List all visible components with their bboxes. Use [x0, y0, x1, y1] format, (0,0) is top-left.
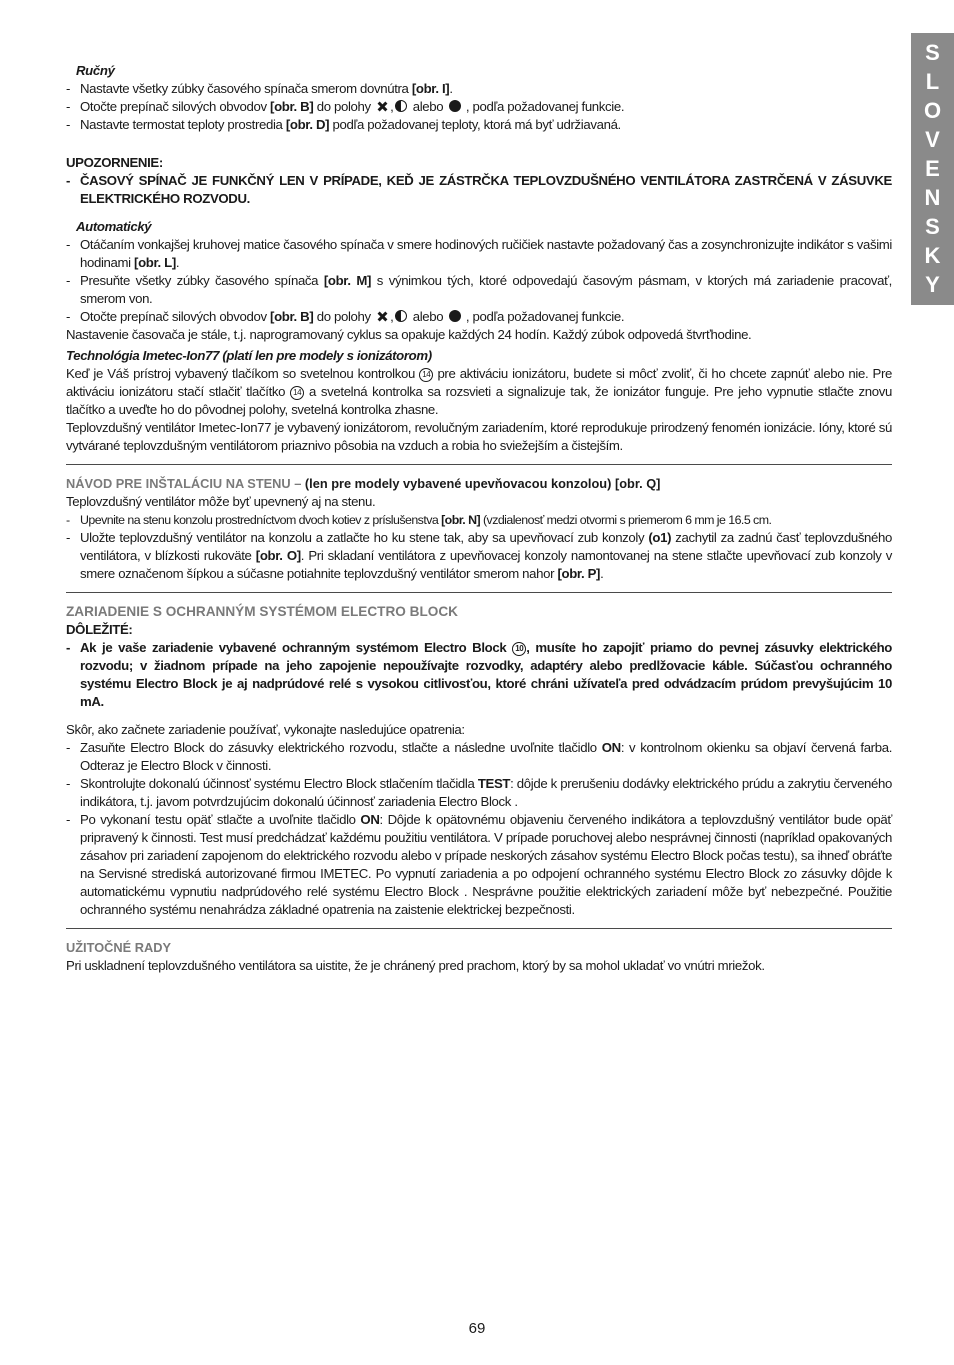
automatic-step-2: - Presuňte všetky zúbky časového spínača [obr. M] s výnimkou tých, ktoré odpovedajú časovým pásmam, v ktorých má zariadenie pracovať, smerom von.	[66, 272, 892, 308]
warning-heading: UPOZORNENIE:	[66, 155, 163, 170]
full-power-icon	[449, 310, 461, 322]
language-tab-letter: S	[925, 214, 940, 239]
language-tab-letter: O	[923, 98, 942, 123]
section-divider	[66, 464, 892, 465]
page-content	[66, 62, 892, 975]
electro-step-3: - Po vykonaní testu opäť stlačte a uvoľnite tlačidlo ON: Dôjde k opätovnému objaveniu červeného indikátora a teplovzdušný ventilátor bude opäť pripravený k činnosti. Test musí predchádzať každému použitiu ventilátora. V prípade poruchovej alebo nesprávnej činnosti (napríklad opakovaných zásahov pri zariadení zapojenom do elektrického rozvodu alebo v prípade neskorých zásahov systému Electro Block počas testu), sa ihneď obráťte na Servisné strediská autorizované firmou IMETEC. Po vypnutí zariadenia a po odpojení ochranného systému Electro Block zo zásuvky dôjde k automatickému vypnutiu nadprúdového relé systému Electro Block . Nesprávne použitie elektrických zariadení môže byť nebezpečné. Použitie ochranného systému nenahrádza základné opatrenia na zaistenie elektrickej bezpečnosti.	[66, 811, 892, 919]
manual-step-3: - Nastavte termostat teploty prostredia [obr. D] podľa požadovanej teploty, ktorá má byť udržiavaná.	[66, 116, 892, 134]
electro-intro: Skôr, ako začnete zariadenie používať, vykonajte nasledujúce opatrenia:	[66, 722, 465, 737]
tips-text: Pri uskladnení teplovzdušného ventilátora sa uistite, že je chránený pred prachom, ktorý by sa mohol ukladať vo vnútri mriežok.	[66, 958, 765, 973]
language-tab	[911, 33, 954, 305]
automatic-step-1: - Otáčaním vonkajšej kruhovej matice časového spínača v smere hodinových ručičiek nastavte požadovaný čas a zosynchronizujte indikátor s vašimi hodinami [obr. L].	[66, 236, 892, 272]
wall-heading: NÁVOD PRE INŠTALÁCIU NA STENU – (len pre modely vybavené upevňovacou konzolou) [obr. Q]	[66, 476, 661, 491]
important-heading: DÔLEŽITÉ:	[66, 622, 133, 637]
fan-only-icon	[376, 310, 388, 322]
language-tab-letter: K	[924, 243, 941, 268]
wall-step-2: - Uložte teplovzdušný ventilátor na konzolu a zatlačte ho ku stene tak, aby sa upevňovací zub konzoly (o1) zachytil za zadnú časť teplovzdušného ventilátora, v blízkosti rukoväte [obr. O]. Pri skladaní ventilátora z upevňovacej konzoly namontovanej na stene stlačte upevňovací zub konzoly v smere označenom šípkou a súčasne potiahnite teplovzdušný ventilátor smerom nahor [obr. P].	[66, 529, 892, 583]
electro-step-1: - Zasuňte Electro Block do zásuvky elektrického rozvodu, stlačte a následne uvoľnite tlačidlo ON: v kontrolnom okienku sa objaví červená farba. Odteraz je Electro Block v činnosti.	[66, 739, 892, 775]
half-power-icon	[395, 100, 407, 112]
manual-step-2: - Otočte prepínač silových obvodov [obr. B] do polohy , alebo , podľa požadovanej funkcie.	[66, 98, 892, 116]
page-number: 69	[468, 1320, 486, 1337]
button-14-icon: 14	[419, 368, 433, 382]
fan-only-icon	[376, 100, 388, 112]
automatic-note: Nastavenie časovača je stále, t.j. naprogramovaný cyklus sa opakuje každých 24 hodín. Každý zúbok odpovedá štvrťhodine.	[66, 327, 752, 342]
manual-step-1: - Nastavte všetky zúbky časového spínača smerom dovnútra [obr. I].	[66, 80, 892, 98]
ionizer-heading: Technológia Imetec-Ion77 (platí len pre modely s ionizátorom)	[66, 348, 432, 363]
automatic-heading: Automatický	[76, 219, 152, 234]
electro-step-2: - Skontrolujte dokonalú účinnosť systému Electro Block stlačením tlačidla TEST: dôjde k prerušeniu dodávky elektrického prúdu a zakrytiu červeného indikátora, t.j. javom potvrdzujúcim dokonalú účinnosť zariadenia Electro Block .	[66, 775, 892, 811]
electro-important-text: - Ak je vaše zariadenie vybavené ochranným systémom Electro Block 10 , musíte ho zapojiť priamo do pevnej zásuvky elektrického rozvodu; v žiadnom prípade na jeho zapojenie nepoužívajte rozvodky, adaptéry alebo predlžovacie káble. Súčasťou ochranného systému Electro Block je aj nadprúdové relé s vysokou citlivosťou, ktoré chráni užívateľa pred odvádzacím prúdom prevyšujúcim 10 mA.	[66, 639, 892, 711]
section-divider	[66, 592, 892, 593]
automatic-step-3: - Otočte prepínač silových obvodov [obr. B] do polohy , alebo , podľa požadovanej funkcie.	[66, 308, 892, 326]
language-tab-letter: S	[925, 40, 940, 65]
ionizer-paragraph-1: Keď je Váš prístroj vybavený tlačíkom so svetelnou kontrolkou 14 pre aktiváciu ionizátoru, budete si môcť zvoliť, či ho chcete zapnúť alebo nie. Pre aktiváciu ionizátoru stačí stlačiť tlačítko 14 a svetelná kontrolka sa rozsvieti a signalizuje tak, že ionizátor funguje. Pre jeho vypnutie stlačte znovu tlačítko a uveďte ho do pôvodnej polohy, svetelná kontrolka zhasne.	[66, 366, 892, 417]
language-tab-letter: N	[924, 185, 941, 210]
button-14-icon: 14	[290, 386, 304, 400]
wall-intro: Teplovzdušný ventilátor môže byť upevnený aj na stenu.	[66, 494, 376, 509]
ionizer-paragraph-2: Teplovzdušný ventilátor Imetec-Ion77 je vybavený ionizátorom, revolučným zariadením, ktoré reprodukuje prirodzený fenomén ionizácie. Ióny, ktoré sú vytvárané teplovzdušným ventilátorom priaznivo pôsobia na vzduch a robia ho sviežejším a čistejším.	[66, 420, 892, 453]
electro-heading: ZARIADENIE S OCHRANNÝM SYSTÉMOM ELECTRO BLOCK	[66, 604, 458, 619]
language-tab-letter: E	[925, 156, 940, 181]
tips-heading: UŽITOČNÉ RADY	[66, 940, 171, 955]
manual-heading: Ručný	[76, 63, 115, 78]
language-tab-letter: V	[925, 127, 940, 152]
warning-text: - ČASOVÝ SPÍNAČ JE FUNKČNÝ LEN V PRÍPADE, KEĎ JE ZÁSTRČKA TEPLOVZDUŠNÉHO VENTILÁTORA ZASTRČENÁ V ZÁSUVKE ELEKTRICKÉHO ROZVODU.	[66, 172, 892, 208]
half-power-icon	[395, 310, 407, 322]
language-tab-letter: Y	[925, 272, 940, 297]
electro-block-10-icon: 10	[512, 642, 526, 656]
full-power-icon	[449, 100, 461, 112]
section-divider	[66, 928, 892, 929]
wall-step-1: - Upevnite na stenu konzolu prostredníctvom dvoch kotiev z príslušenstva [obr. N] (vzdialenosť medzi otvormi s priemerom 6 mm je 16.5 cm.	[66, 511, 892, 529]
language-tab-letter: L	[925, 69, 940, 94]
